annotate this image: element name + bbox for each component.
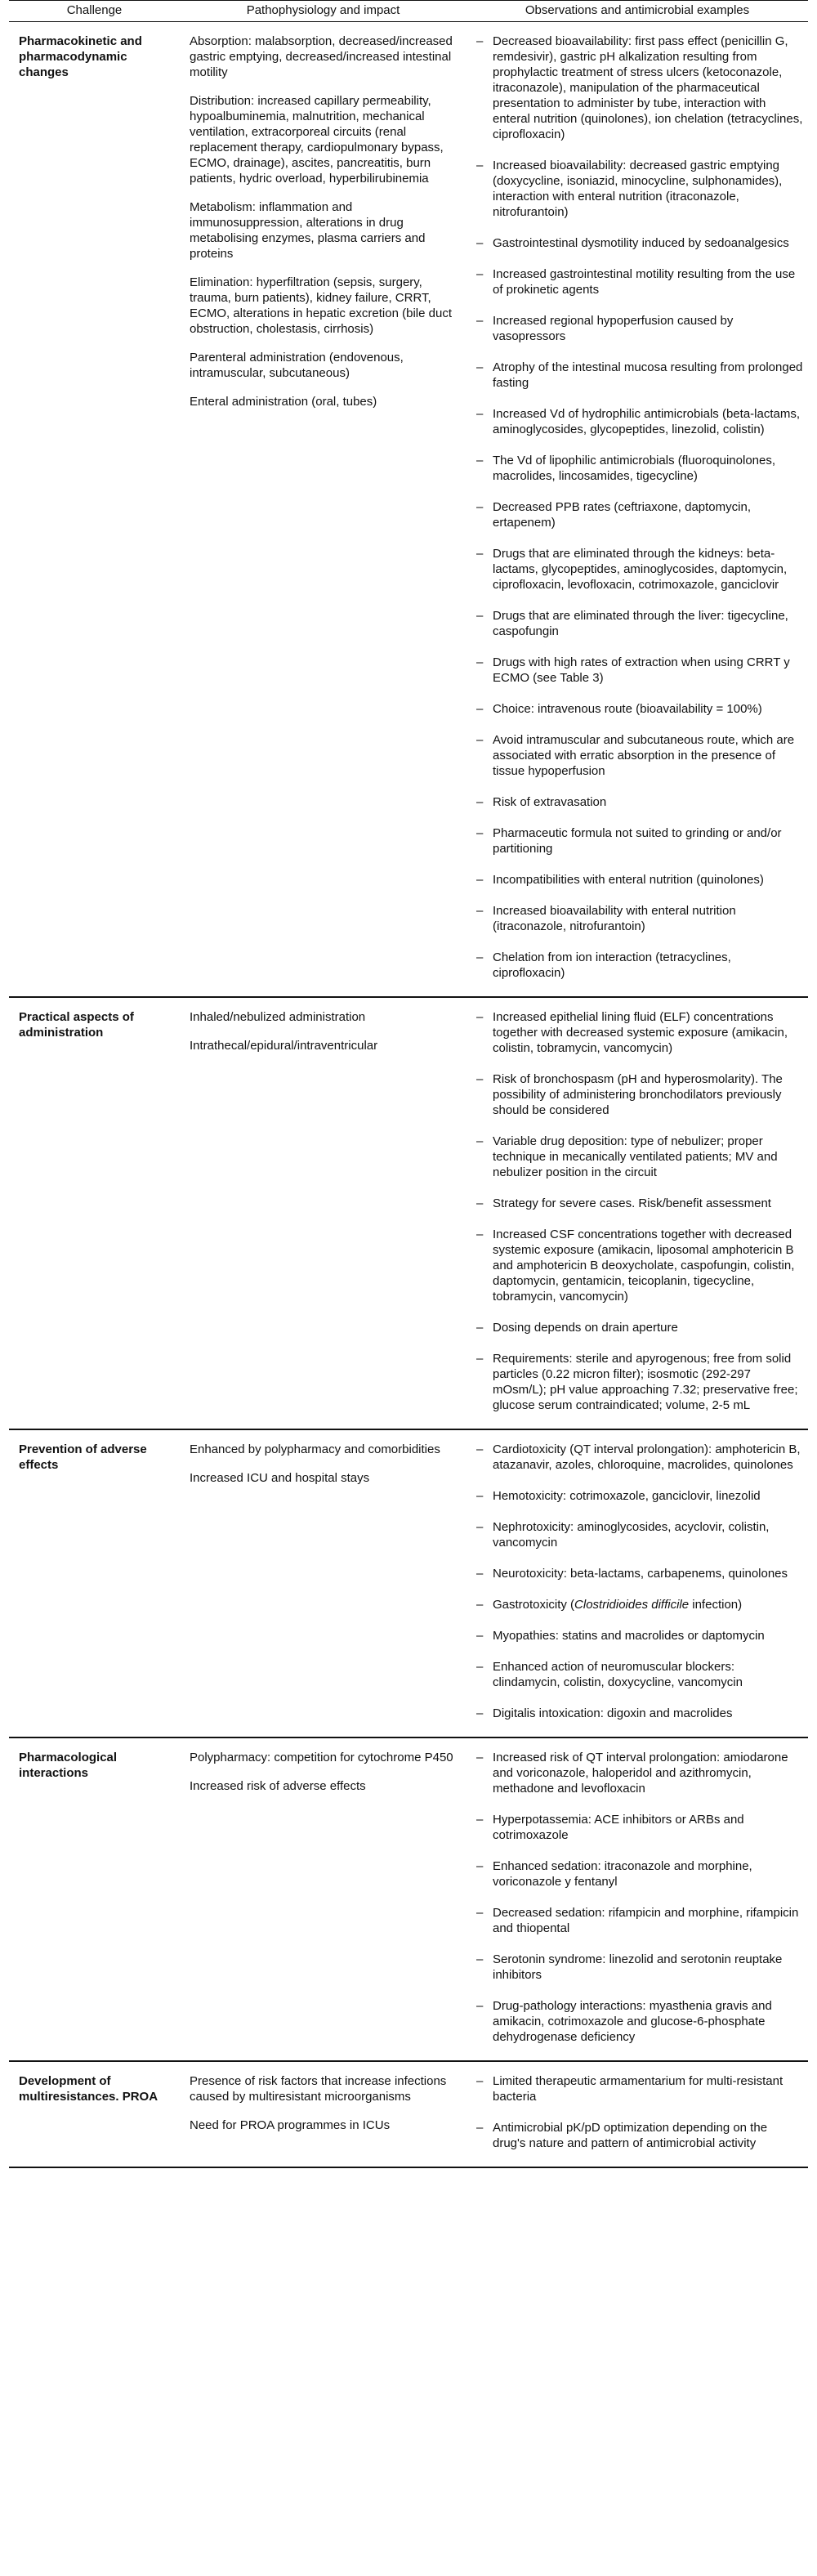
obs-text: Incompatibilities with enteral nutrition (quinolones) xyxy=(493,873,764,887)
observations-cell xyxy=(467,1737,808,2061)
dash-bullet: – xyxy=(476,1134,484,1148)
header-row xyxy=(9,1,808,22)
obs-text: Decreased sedation: rifampicin and morphine, rifampicin and thiopental xyxy=(493,1906,799,1935)
pathophysiology-cell xyxy=(180,2061,467,2167)
obs-text: Gastrointestinal dysmotility induced by sedoanalgesics xyxy=(493,236,789,250)
obs-text-gastrotoxicity xyxy=(493,1598,742,1612)
patho-item: Inhaled/nebulized administration xyxy=(190,1010,366,1024)
list-item xyxy=(476,1227,803,1304)
obs-text: Antimicrobial pK/pD optimization depending on the drug's nature and pattern of antimicrobial activity xyxy=(493,2121,768,2150)
observations-list xyxy=(476,1009,803,1413)
patho-item: Presence of risk factors that increase infections caused by multiresistant microorganisms xyxy=(190,2074,447,2104)
dash-bullet: – xyxy=(476,702,484,716)
dash-bullet: – xyxy=(476,826,484,840)
challenge-label: Development of multiresistances. PROA xyxy=(19,2074,158,2104)
obs-text: Enhanced action of neuromuscular blockers: clindamycin, colistin, doxycycline, vancomycin xyxy=(493,1660,743,1689)
list-item xyxy=(476,825,803,856)
observations-cell xyxy=(467,1429,808,1737)
dash-bullet: – xyxy=(476,1629,484,1643)
observations-cell xyxy=(467,997,808,1429)
obs-text: Increased Vd of hydrophilic antimicrobials (beta-lactams, aminoglycosides, glycopeptides, linezolid, colistin) xyxy=(493,407,801,436)
obs-text: Serotonin syndrome: linezolid and serotonin reuptake inhibitors xyxy=(493,1952,783,1982)
list-item xyxy=(476,732,803,779)
dash-bullet: – xyxy=(476,1906,484,1920)
antimicrobial-challenges-table xyxy=(9,0,808,2168)
list-item xyxy=(476,546,803,593)
list-item xyxy=(476,1071,803,1118)
list-item xyxy=(476,1351,803,1413)
list-item xyxy=(476,1659,803,1690)
patho-item: Elimination: hyperfiltration (sepsis, surgery, trauma, burn patients), kidney failure, CRRT, ECMO, alterations in hepatic excretion (bile duct obstruction, cholestasis, cirrhosis) xyxy=(190,275,452,336)
observations-list xyxy=(476,1750,803,2045)
obs-text: Limited therapeutic armamentarium for multi-resistant bacteria xyxy=(493,2074,784,2104)
dash-bullet: – xyxy=(476,1321,484,1335)
obs-text: Increased bioavailability with enteral nutrition (itraconazole, nitrofurantoin) xyxy=(493,904,736,933)
list-item xyxy=(476,794,803,810)
dash-bullet: – xyxy=(476,1228,484,1241)
list-item xyxy=(476,903,803,934)
dash-bullet: – xyxy=(476,1072,484,1086)
list-item xyxy=(476,1134,803,1180)
challenge-label: Pharmacokinetic and pharmacodynamic changes xyxy=(19,34,142,79)
dash-bullet: – xyxy=(476,407,484,421)
obs-text: Variable drug deposition: type of nebulizer; proper technique in mecanically ventilated patients; MV and nebulizer position in the circuit xyxy=(493,1134,778,1179)
list-item xyxy=(476,655,803,686)
dash-bullet: – xyxy=(476,1598,484,1612)
dash-bullet: – xyxy=(476,34,484,48)
list-item xyxy=(476,235,803,251)
dash-bullet: – xyxy=(476,2074,484,2088)
list-item xyxy=(476,2073,803,2104)
obs-text: Drugs that are eliminated through the kidneys: beta-lactams, glycopeptides, aminoglycosides, daptomycin, ciprofloxacin, levofloxacin, cotrimoxazole, ganciclovir xyxy=(493,547,788,592)
list-item xyxy=(476,34,803,142)
patho-item: Intrathecal/epidural/intraventricular xyxy=(190,1039,378,1053)
list-item xyxy=(476,1905,803,1936)
header-pathophysiology: Pathophysiology and impact xyxy=(180,1,467,22)
challenge-cell xyxy=(9,2061,180,2167)
list-item xyxy=(476,1320,803,1335)
patho-item: Polypharmacy: competition for cytochrome P450 xyxy=(190,1751,453,1764)
obs-text: Increased gastrointestinal motility resulting from the use of prokinetic agents xyxy=(493,267,796,297)
obs-text: Drugs with high rates of extraction when using CRRT y ECMO (see Table 3) xyxy=(493,655,790,685)
obs-text: Increased CSF concentrations together with decreased systemic exposure (amikacin, liposomal amphotericin B and amphotericin B deoxycholate, caspofungin, colistin, daptomycin, gentamicin, teicoplanin, tigecycline, tobramycin, vancomycin) xyxy=(493,1228,795,1304)
dash-bullet: – xyxy=(476,1196,484,1210)
dash-bullet: – xyxy=(476,500,484,514)
challenge-cell xyxy=(9,1429,180,1737)
obs-text: Pharmaceutic formula not suited to grinding or and/or partitioning xyxy=(493,826,782,856)
dash-bullet: – xyxy=(476,1520,484,1534)
dash-bullet: – xyxy=(476,1489,484,1503)
obs-text: Hemotoxicity: cotrimoxazole, ganciclovir, linezolid xyxy=(493,1489,761,1503)
list-item xyxy=(476,1009,803,1056)
challenge-label: Practical aspects of administration xyxy=(19,1010,134,1040)
challenge-cell xyxy=(9,997,180,1429)
dash-bullet: – xyxy=(476,1859,484,1873)
obs-text: Increased epithelial lining fluid (ELF) concentrations together with decreased systemic exposure (amikacin, colistin, tobramycin, vancomycin) xyxy=(493,1010,788,1055)
pathophysiology-cell xyxy=(180,1737,467,2061)
list-item xyxy=(476,1628,803,1644)
observations-cell xyxy=(467,22,808,998)
challenge-label: Pharmacological interactions xyxy=(19,1751,118,1780)
dash-bullet: – xyxy=(476,950,484,964)
table-row-multiresistances xyxy=(9,2061,808,2167)
dash-bullet: – xyxy=(476,159,484,172)
obs-text: Cardiotoxicity (QT interval prolongation): amphotericin B, atazanavir, azoles, chloroquine, macrolides, quinolones xyxy=(493,1442,801,1472)
dash-bullet: – xyxy=(476,904,484,918)
dash-bullet: – xyxy=(476,360,484,374)
patho-item: Enteral administration (oral, tubes) xyxy=(190,395,377,409)
list-item xyxy=(476,1519,803,1550)
list-item xyxy=(476,1597,803,1612)
dash-bullet: – xyxy=(476,454,484,467)
table-row-pk-pd xyxy=(9,22,808,998)
obs-text: Risk of bronchospasm (pH and hyperosmolarity). The possibility of administering bronchodilators previously should be considered xyxy=(493,1072,783,1117)
obs-text: Nephrotoxicity: aminoglycosides, acyclovir, colistin, vancomycin xyxy=(493,1520,770,1550)
obs-text: Digitalis intoxication: digoxin and macrolides xyxy=(493,1706,733,1720)
obs-text: Enhanced sedation: itraconazole and morphine, voriconazole y fentanyl xyxy=(493,1859,752,1889)
dash-bullet: – xyxy=(476,873,484,887)
obs-text: Drug-pathology interactions: myasthenia gravis and amikacin, cotrimoxazole and glucose-6-phosphate dehydrogenase deficiency xyxy=(493,1999,772,2044)
table-row-adverse-effects xyxy=(9,1429,808,1737)
list-item xyxy=(476,1750,803,1796)
list-item xyxy=(476,1858,803,1890)
patho-item: Absorption: malabsorption, decreased/increased gastric emptying, decreased/increased intestinal motility xyxy=(190,34,453,79)
gastro-organism: Clostridioides difficile xyxy=(574,1598,690,1612)
table-row-interactions xyxy=(9,1737,808,2061)
dash-bullet: – xyxy=(476,547,484,561)
obs-text: Decreased bioavailability: first pass effect (penicillin G, remdesivir), gastric pH alkalization resulting from prophylactic treatment of stress ulcers (ketoconazole, itraconazole), manipulation of the pharmaceutical presentation to administer by tube, interaction with enteral nutrition (quinolones), ion chelation (tetracyclines, ciprofloxacin) xyxy=(493,34,803,141)
list-item xyxy=(476,313,803,344)
obs-text: Increased regional hypoperfusion caused by vasopressors xyxy=(493,314,734,343)
pathophysiology-cell xyxy=(180,1429,467,1737)
obs-text: Increased bioavailability: decreased gastric emptying (doxycycline, isoniazid, minocycline, sulphonamides), interaction with enteral nutrition (itraconazole, nitrofurantoin) xyxy=(493,159,783,219)
obs-text: Strategy for severe cases. Risk/benefit assessment xyxy=(493,1196,771,1210)
patho-item: Parenteral administration (endovenous, intramuscular, subcutaneous) xyxy=(190,351,404,380)
challenge-cell xyxy=(9,1737,180,2061)
obs-text: Myopathies: statins and macrolides or daptomycin xyxy=(493,1629,765,1643)
obs-text: Dosing depends on drain aperture xyxy=(493,1321,678,1335)
patho-item: Distribution: increased capillary permeability, hypoalbuminemia, malnutrition, mechanical ventilation, extracorporeal circuits (renal replacement therapy, cardiopulmonary bypass, ECMO, drainage), ascites, pancreatitis, burn patients, hydric overload, hyperbilirubinemia xyxy=(190,94,444,186)
dash-bullet: – xyxy=(476,1442,484,1456)
dash-bullet: – xyxy=(476,314,484,328)
obs-text: Neurotoxicity: beta-lactams, carbapenems, quinolones xyxy=(493,1567,788,1581)
list-item xyxy=(476,2120,803,2151)
dash-bullet: – xyxy=(476,795,484,809)
list-item xyxy=(476,608,803,639)
patho-item: Need for PROA programmes in ICUs xyxy=(190,2118,391,2132)
obs-text: Hyperpotassemia: ACE inhibitors or ARBs and cotrimoxazole xyxy=(493,1813,744,1842)
challenge-cell xyxy=(9,22,180,998)
gastro-suffix: infection) xyxy=(689,1598,743,1612)
dash-bullet: – xyxy=(476,2121,484,2135)
patho-item: Increased risk of adverse effects xyxy=(190,1779,366,1793)
pathophysiology-cell xyxy=(180,22,467,998)
obs-text: The Vd of lipophilic antimicrobials (fluoroquinolones, macrolides, lincosamides, tigecycline) xyxy=(493,454,776,483)
list-item xyxy=(476,1488,803,1504)
dash-bullet: – xyxy=(476,1010,484,1024)
patho-item: Metabolism: inflammation and immunosuppression, alterations in drug metabolising enzymes, plasma carriers and proteins xyxy=(190,200,426,261)
observations-cell xyxy=(467,2061,808,2167)
obs-text: Chelation from ion interaction (tetracyclines, ciprofloxacin) xyxy=(493,950,731,980)
list-item xyxy=(476,266,803,297)
list-item xyxy=(476,1196,803,1211)
observations-list xyxy=(476,34,803,981)
obs-text: Atrophy of the intestinal mucosa resulting from prolonged fasting xyxy=(493,360,803,390)
header-challenge: Challenge xyxy=(9,1,180,22)
list-item xyxy=(476,1566,803,1581)
list-item xyxy=(476,499,803,530)
dash-bullet: – xyxy=(476,655,484,669)
observations-list xyxy=(476,1442,803,1721)
list-item xyxy=(476,701,803,717)
dash-bullet: – xyxy=(476,1706,484,1720)
dash-bullet: – xyxy=(476,1813,484,1827)
list-item xyxy=(476,950,803,981)
list-item xyxy=(476,1442,803,1473)
pathophysiology-cell xyxy=(180,997,467,1429)
obs-text: Requirements: sterile and apyrogenous; free from solid particles (0.22 micron filter); isosmotic (292-297 mOsm/L); pH value approaching 7.32; preservative free; glucose serum contraindicated; volume, 2-5 mL xyxy=(493,1352,798,1412)
table-row-practical-aspects xyxy=(9,997,808,1429)
obs-text: Risk of extravasation xyxy=(493,795,607,809)
list-item xyxy=(476,406,803,437)
list-item xyxy=(476,872,803,888)
list-item xyxy=(476,360,803,391)
obs-text: Decreased PPB rates (ceftriaxone, daptomycin, ertapenem) xyxy=(493,500,751,530)
dash-bullet: – xyxy=(476,733,484,747)
dash-bullet: – xyxy=(476,1999,484,2013)
dash-bullet: – xyxy=(476,1352,484,1366)
list-item xyxy=(476,158,803,220)
list-item xyxy=(476,453,803,484)
dash-bullet: – xyxy=(476,236,484,250)
challenge-label: Prevention of adverse effects xyxy=(19,1442,147,1472)
patho-item: Enhanced by polypharmacy and comorbidities xyxy=(190,1442,440,1456)
dash-bullet: – xyxy=(476,1751,484,1764)
observations-list xyxy=(476,2073,803,2151)
header-observations: Observations and antimicrobial examples xyxy=(467,1,808,22)
dash-bullet: – xyxy=(476,267,484,281)
obs-text: Increased risk of QT interval prolongation: amiodarone and voriconazole, haloperidol and azithromycin, methadone and levofloxacin xyxy=(493,1751,788,1796)
list-item xyxy=(476,1952,803,1983)
dash-bullet: – xyxy=(476,609,484,623)
dash-bullet: – xyxy=(476,1952,484,1966)
obs-text: Avoid intramuscular and subcutaneous route, which are associated with erratic absorption in the presence of tissue hypoperfusion xyxy=(493,733,795,778)
list-item xyxy=(476,1706,803,1721)
obs-text: Drugs that are eliminated through the liver: tigecycline, caspofungin xyxy=(493,609,788,638)
dash-bullet: – xyxy=(476,1660,484,1674)
dash-bullet: – xyxy=(476,1567,484,1581)
gastro-label: Gastrotoxicity ( xyxy=(493,1598,575,1612)
list-item xyxy=(476,1998,803,2045)
patho-item: Increased ICU and hospital stays xyxy=(190,1471,370,1485)
list-item xyxy=(476,1812,803,1843)
obs-text: Choice: intravenous route (bioavailability = 100%) xyxy=(493,702,762,716)
